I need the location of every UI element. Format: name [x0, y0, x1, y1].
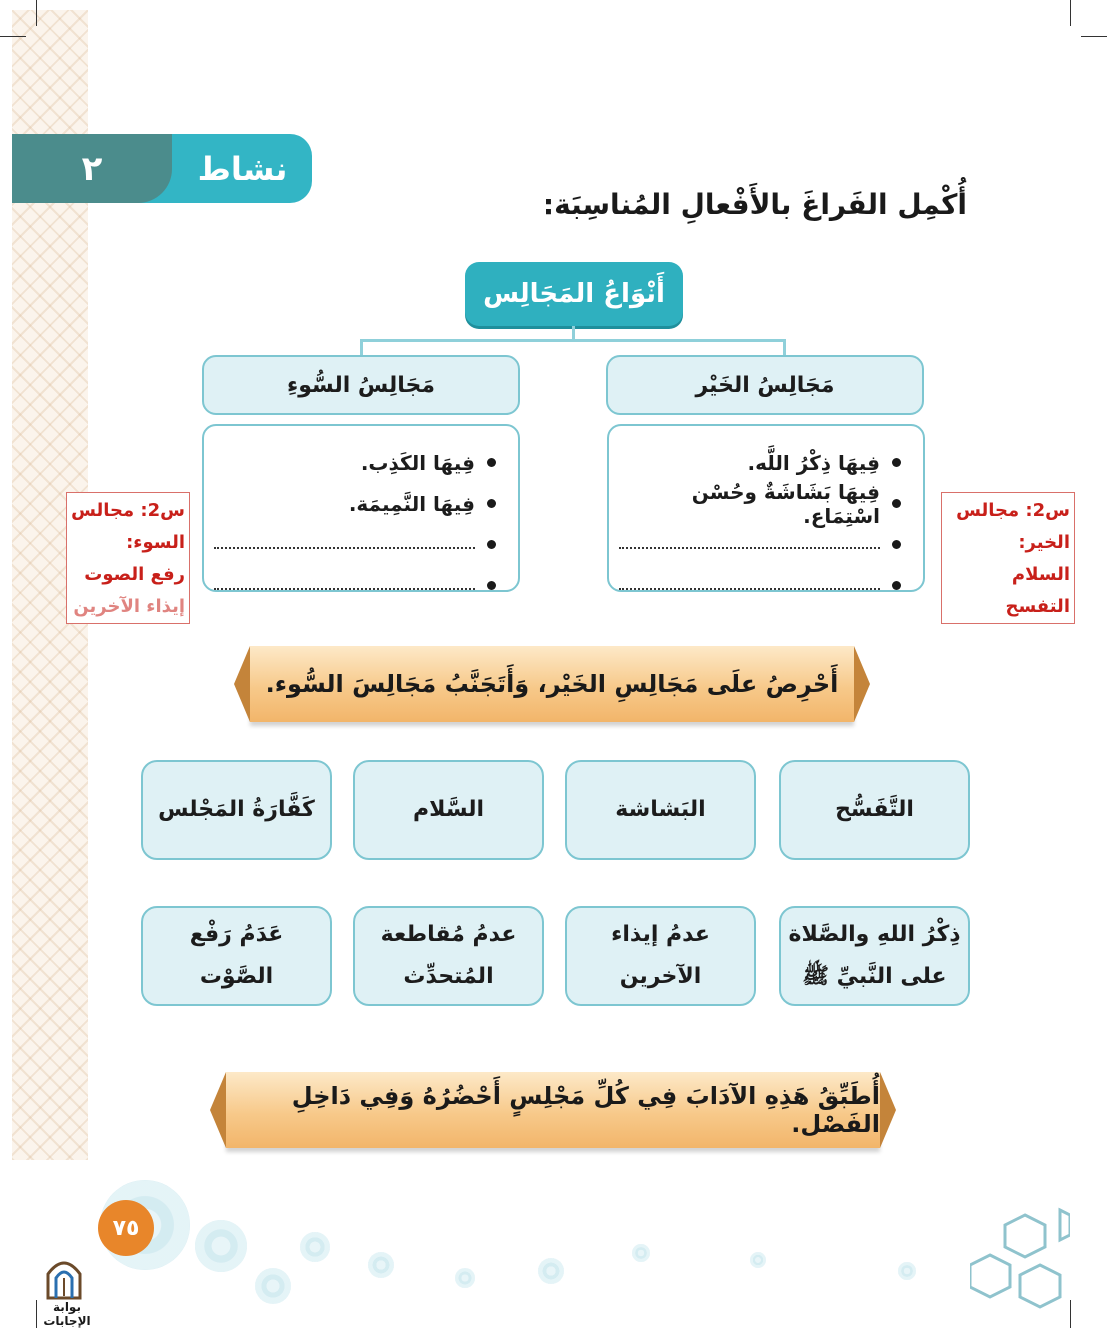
- crop-mark: [1070, 0, 1071, 26]
- category-good-councils: مَجَالِسُ الخَيْر: [606, 355, 924, 415]
- site-logo-icon: [44, 1256, 84, 1300]
- good-councils-list: [607, 424, 925, 592]
- blank-line[interactable]: [619, 565, 901, 606]
- banner-advice: أَحْرِصُ علَى مَجَالِسِ الخَيْر، وَأَتَجَنَّبُ مَجَالِسَ السُّوء.: [250, 646, 854, 722]
- word-card[interactable]: التَّفَسُّح: [779, 760, 970, 860]
- decorative-rosette: [255, 1268, 291, 1304]
- activity-label: نشاط: [197, 149, 288, 188]
- banner-left-tip: [234, 646, 250, 722]
- site-logo-text: بوابة الإجابات: [43, 1300, 91, 1328]
- bullet-icon: [892, 458, 901, 467]
- decorative-geometric-pattern: [970, 1205, 1070, 1315]
- page-number: ٧٥: [98, 1200, 154, 1256]
- list-item: فِيهَا النَّمِيمَة.: [214, 483, 496, 524]
- crop-mark: [1070, 1300, 1071, 1328]
- blank-line[interactable]: [214, 565, 496, 606]
- connector-line: [360, 339, 786, 342]
- banner-apply-manners: أُطَبِّقُ هَذِهِ الآدَابَ فِي كُلِّ مَجْلِسٍ أَحْضُرُهُ وَفِي دَاخِلِ الفَصْل.: [226, 1072, 880, 1148]
- instruction-text: أُكْمِل الفَراغَ بالأَفْعالِ المُناسِبَة:: [542, 188, 967, 221]
- blank-line[interactable]: [214, 524, 496, 565]
- bad-councils-list: [202, 424, 520, 592]
- category-bad-councils: مَجَالِسُ السُّوءِ: [202, 355, 520, 415]
- bullet-icon: [892, 540, 901, 549]
- bullet-icon: [487, 540, 496, 549]
- bullet-icon: [892, 499, 901, 508]
- decorative-rosette: [368, 1252, 394, 1278]
- word-card[interactable]: ذِكْرُ اللهِ والصَّلاة على النَّبيِّ ﷺ: [779, 906, 970, 1006]
- list-item: فِيهَا الكَذِب.: [214, 442, 496, 483]
- bullet-icon: [487, 458, 496, 467]
- activity-number: ٢: [12, 134, 172, 203]
- diagram-title: أَنْوَاعُ المَجَالِس: [465, 262, 683, 326]
- decorative-rosette: [750, 1252, 766, 1268]
- bullet-icon: [487, 499, 496, 508]
- word-card[interactable]: عدمُ إيذاء الآخرين: [565, 906, 756, 1006]
- decorative-rosette: [455, 1268, 475, 1288]
- decorative-rosette: [300, 1232, 330, 1262]
- banner-right-tip: [880, 1072, 896, 1148]
- word-card[interactable]: كَفَّارَةُ المَجْلس: [141, 760, 332, 860]
- word-card[interactable]: السَّلام: [353, 760, 544, 860]
- banner-left-tip: [210, 1072, 226, 1148]
- word-card[interactable]: عدمُ مُقاطعة المُتحدِّث: [353, 906, 544, 1006]
- decorative-rosette: [195, 1220, 247, 1272]
- word-card[interactable]: البَشاشة: [565, 760, 756, 860]
- word-card[interactable]: عَدَمُ رَفْع الصَّوْت: [141, 906, 332, 1006]
- crop-mark: [1081, 36, 1107, 37]
- banner-right-tip: [854, 646, 870, 722]
- crop-mark: [36, 0, 37, 26]
- decorative-rosette: [898, 1262, 916, 1280]
- bullet-icon: [487, 581, 496, 590]
- decorative-rosette: [538, 1258, 564, 1284]
- list-item: فِيهَا ذِكْرُ اللَّه.: [619, 442, 901, 483]
- answer-note-bad: س2: مجالس السوء: رفع الصوت إيذاء الآخرين: [66, 492, 190, 624]
- answer-note-good: س2: مجالس الخير: السلام التفسح: [941, 492, 1075, 624]
- blank-line[interactable]: [619, 524, 901, 565]
- connector-line: [572, 326, 575, 340]
- bullet-icon: [892, 581, 901, 590]
- decorative-rosette: [632, 1244, 650, 1262]
- crop-mark: [0, 36, 26, 37]
- list-item: فِيهَا بَشَاشَةٌ وحُسْن اسْتِمَاع.: [619, 483, 901, 524]
